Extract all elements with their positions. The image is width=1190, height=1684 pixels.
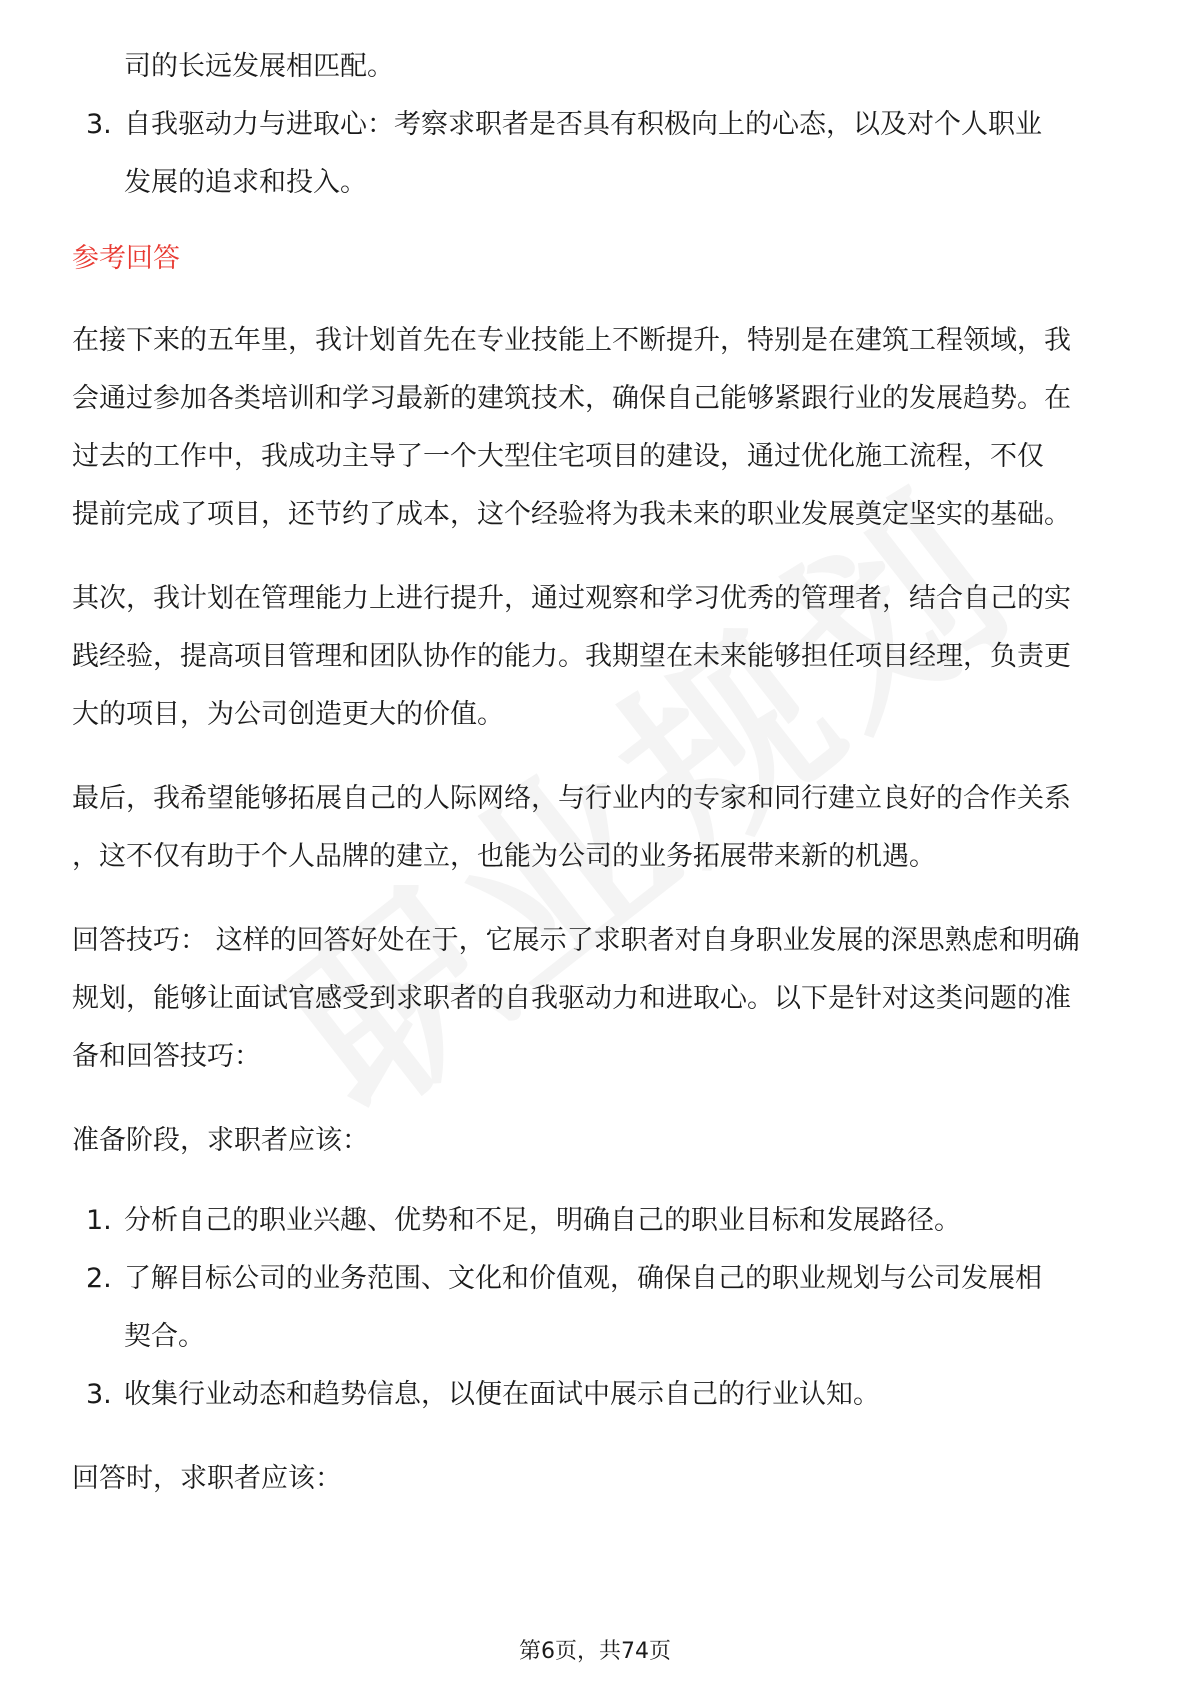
section-title: 参考回答 (72, 243, 180, 274)
paragraph-line: 践经验，提高项目管理和团队协作的能力。我期望在未来能够担任项目经理，负责更 (72, 641, 1071, 672)
list-item (72, 1366, 1122, 1424)
paragraph-line: 回答技巧： 这样的回答好处在于，它展示了求职者对自身职业发展的深思熟虑和明确 (72, 925, 1080, 956)
list-item-text: 自我驱动力与进取心：考察求职者是否具有积极向上的心态，以及对个人职业 (124, 109, 1042, 140)
list-item (72, 96, 1122, 212)
document-page (72, 38, 1122, 1508)
paragraph-3 (72, 770, 1122, 886)
list-item-text-cont: 发展的追求和投入。 (124, 167, 367, 198)
list-number: 1. (86, 1205, 112, 1236)
paragraph-5: 准备阶段，求职者应该： (72, 1125, 369, 1156)
paragraph-line: 提前完成了项目，还节约了成本，这个经验将为我未来的职业发展奠定坚实的基础。 (72, 499, 1071, 530)
paragraph-2 (72, 570, 1122, 744)
paragraph-1 (72, 312, 1122, 544)
list-item (72, 1192, 1122, 1250)
list-continuation: 司的长远发展相匹配。 (124, 51, 394, 82)
list-item (72, 1250, 1122, 1366)
list-item-text-cont: 契合。 (124, 1321, 205, 1352)
closing-paragraph: 回答时，求职者应该： (72, 1463, 342, 1494)
paragraph-line: 过去的工作中，我成功主导了一个大型住宅项目的建设，通过优化施工流程，不仅 (72, 441, 1044, 472)
list-item-text: 分析自己的职业兴趣、优势和不足，明确自己的职业目标和发展路径。 (124, 1205, 961, 1236)
paragraph-line: 规划，能够让面试官感受到求职者的自我驱动力和进取心。以下是针对这类问题的准 (72, 983, 1071, 1014)
paragraph-line: 其次，我计划在管理能力上进行提升，通过观察和学习优秀的管理者，结合自己的实 (72, 583, 1071, 614)
list-number: 3. (86, 109, 112, 140)
paragraph-line: 会通过参加各类培训和学习最新的建筑技术，确保自己能够紧跟行业的发展趋势。在 (72, 383, 1071, 414)
page-footer: 第6页，共74页 (519, 1639, 671, 1664)
paragraph-line: 在接下来的五年里，我计划首先在专业技能上不断提升，特别是在建筑工程领域，我 (72, 325, 1071, 356)
paragraph-line: 最后，我希望能够拓展自己的人际网络，与行业内的专家和同行建立良好的合作关系 (72, 783, 1071, 814)
paragraph-line: 大的项目，为公司创造更大的价值。 (72, 699, 504, 730)
paragraph-line: 备和回答技巧： (72, 1041, 261, 1072)
list-item-text: 了解目标公司的业务范围、文化和价值观，确保自己的职业规划与公司发展相 (124, 1263, 1042, 1294)
list-number: 2. (86, 1263, 112, 1294)
list-number: 3. (86, 1379, 112, 1410)
prep-list (72, 1192, 1122, 1424)
paragraph-4 (72, 912, 1122, 1086)
list-item-text: 收集行业动态和趋势信息，以便在面试中展示自己的行业认知。 (124, 1379, 880, 1410)
paragraph-line: ，这不仅有助于个人品牌的建立，也能为公司的业务拓展带来新的机遇。 (72, 841, 936, 872)
